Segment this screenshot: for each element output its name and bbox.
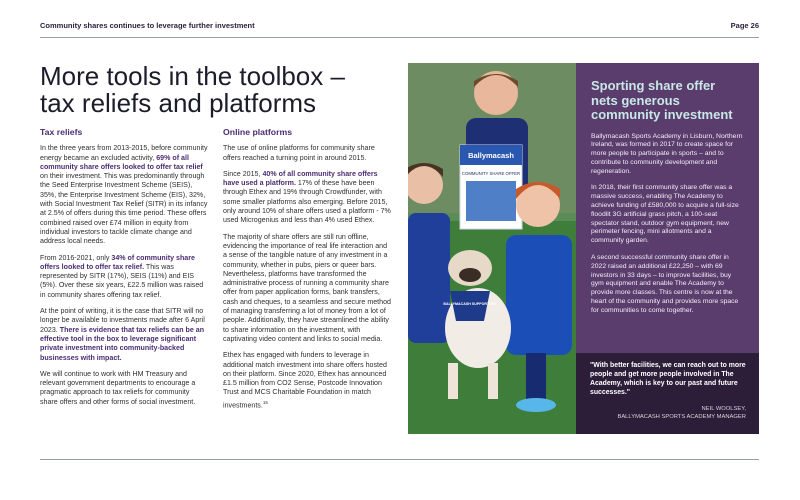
booklet-brand: Ballymacash (468, 151, 514, 160)
online-platforms-paragraph-4 (223, 351, 391, 410)
tax-reliefs-paragraph-4: We will continue to work with HM Treasury and relevant government departments to encourage a pragmatic approach to tax reliefs for community share offers and other forms of social investment. (40, 369, 196, 406)
online-platforms-paragraph-2 (223, 170, 391, 226)
bulldog-leg (488, 363, 498, 399)
quote-attribution (590, 406, 746, 421)
footnote-marker: 15 (262, 399, 268, 405)
highlight-text: There is evidence that tax reliefs can be an effective tool in the box to leverage significant private investment into community-backed businesses with impact. (40, 325, 205, 362)
text: In the three years from 2013-2015, before community energy became an excluded activity, (40, 144, 208, 162)
quote-text: "With better facilities, we can reach out to more people and get more people involved in The Academy, which is key to our past and future successes." (590, 362, 746, 396)
footer-divider (40, 459, 759, 460)
quote-panel (576, 353, 759, 434)
academy-photo (408, 63, 576, 434)
text: At the point of writing, it is the case that SITR will no longer be available to investments made after 6 April 2023. (40, 307, 205, 334)
boy-left-shirt (408, 213, 450, 343)
text: on their investment. This was predominantly through the Seed Enterprise Investment Scheme (SEIS), 35%, the Enterprise Investment Scheme (EIS), 32%, with Social Investment Tax Relief (SITR) in its infancy at 2.5% of offers during this time period. These offers combined raised over £74 million in equity from individual investors to tackle climate change and address local needs. (40, 172, 208, 246)
page-number: Page 26 (730, 21, 759, 30)
quote-name: NEIL WOOLSEY, (701, 406, 746, 412)
page-title-line-2: tax reliefs and platforms (40, 88, 317, 118)
header-divider (40, 37, 759, 38)
bulldog-nose (459, 268, 481, 282)
page-title-line-1: More tools in the toolbox – (40, 61, 345, 91)
tax-reliefs-heading: Tax reliefs (40, 127, 83, 137)
text: 17% of these have been through Ethex and 19% through Crowdfunder, with some smaller platforms also emerging. Before 2015, only around 10% of share offers used a platform - 7% used Microgenius and less than 4% used Ethex. (223, 179, 391, 225)
photo-illustration (408, 63, 576, 434)
highlight-text: 69% of all community share offers looked to offer tax relief (40, 153, 203, 171)
quote-role: BALLYMACASH SPORTS ACADEMY MANAGER (617, 413, 746, 420)
online-platforms-paragraph-3: The majority of share offers are still run offline, evidencing the importance of real life interaction and a sense of the tangible nature of any investment in a community, whether in pubs, piers or queer bars. Nevertheless, platforms have transformed the administrative process of running a community share offer from paper application forms, bank transfers, cash and cheques, to a seamless and secure method of managing transferring a lot of money from a lot of people. Additionally, they have streamlined the ability to share information on the investment, with captivating video content and links to social media. (223, 232, 391, 343)
online-platforms-column (223, 128, 391, 417)
tax-reliefs-paragraph-2 (40, 254, 208, 300)
bulldog-leg (448, 363, 458, 399)
tax-reliefs-paragraph-3 (40, 307, 208, 363)
case-study-paragraph-3: A second successful community share offer in 2022 raised an additional £22,250 – with 69 investors in 33 days – to improve facilities, buy gym equipment and enable The Academy to provide more classes. This centre is now at the heart of the community and provides more space for communities to come together. (591, 254, 739, 314)
bandana-text: BALLYMACASH SUPPORTERS (443, 302, 497, 306)
tax-reliefs-paragraph-1 (40, 144, 208, 246)
text: From 2016-2021, only (40, 253, 112, 262)
online-platforms-paragraph-1: The use of online platforms for community share offers reached a turning point in around 2015. (223, 144, 375, 162)
text: This was represented by SITR (17%), SEIS (11%) and EIS (5%). Over these six years, £22.5 million was raised in community shares offering tax relief. (40, 262, 204, 299)
boy-right-leg (526, 353, 546, 403)
case-study-panel (576, 63, 759, 353)
tax-reliefs-column (40, 128, 208, 414)
highlight-text: 34% of community share offers looked to offer tax relief. (40, 253, 195, 271)
page-title (40, 63, 400, 117)
boy-right-shirt (506, 235, 572, 355)
online-platforms-heading: Online platforms (223, 127, 293, 137)
running-header: Community shares continues to leverage further investment (40, 21, 255, 30)
case-study-paragraph-1: Ballymacash Sports Academy in Lisburn, Northern Ireland, was formed in 2017 to create space for more people to participate in sports – and to contribute to community development and regeneration. (591, 132, 743, 175)
case-study-heading: Sporting share offer nets generous community investment (591, 78, 733, 122)
booklet-photo (466, 181, 516, 221)
highlight-text: 40% of all community share offers have used a platform. (223, 169, 378, 188)
booklet-caption: COMMUNITY SHARE OFFER (461, 171, 521, 176)
case-study-paragraph-2: In 2018, their first community share offer was a massive success, enabling The Academy to achieve funding of £580,000 to acquire a full-size floodlit 3G artificial grass pitch, a 100-seat spectator stand, outdoor gym equipment, new perimeter fencing, mini allotments and a community garden. (591, 184, 739, 245)
football-boot (516, 398, 556, 412)
text: Since 2015, (223, 169, 263, 178)
bulldog-bandana (450, 291, 490, 321)
text: Ethex has engaged with funders to leverage in additional match investment into share offers hosted on their platform. Since 2020, Ethex has announced £1.5 million from CO2 Sense, Postcode Innovation Trust and MCS Charitable Foundation in match investments. (223, 351, 387, 410)
